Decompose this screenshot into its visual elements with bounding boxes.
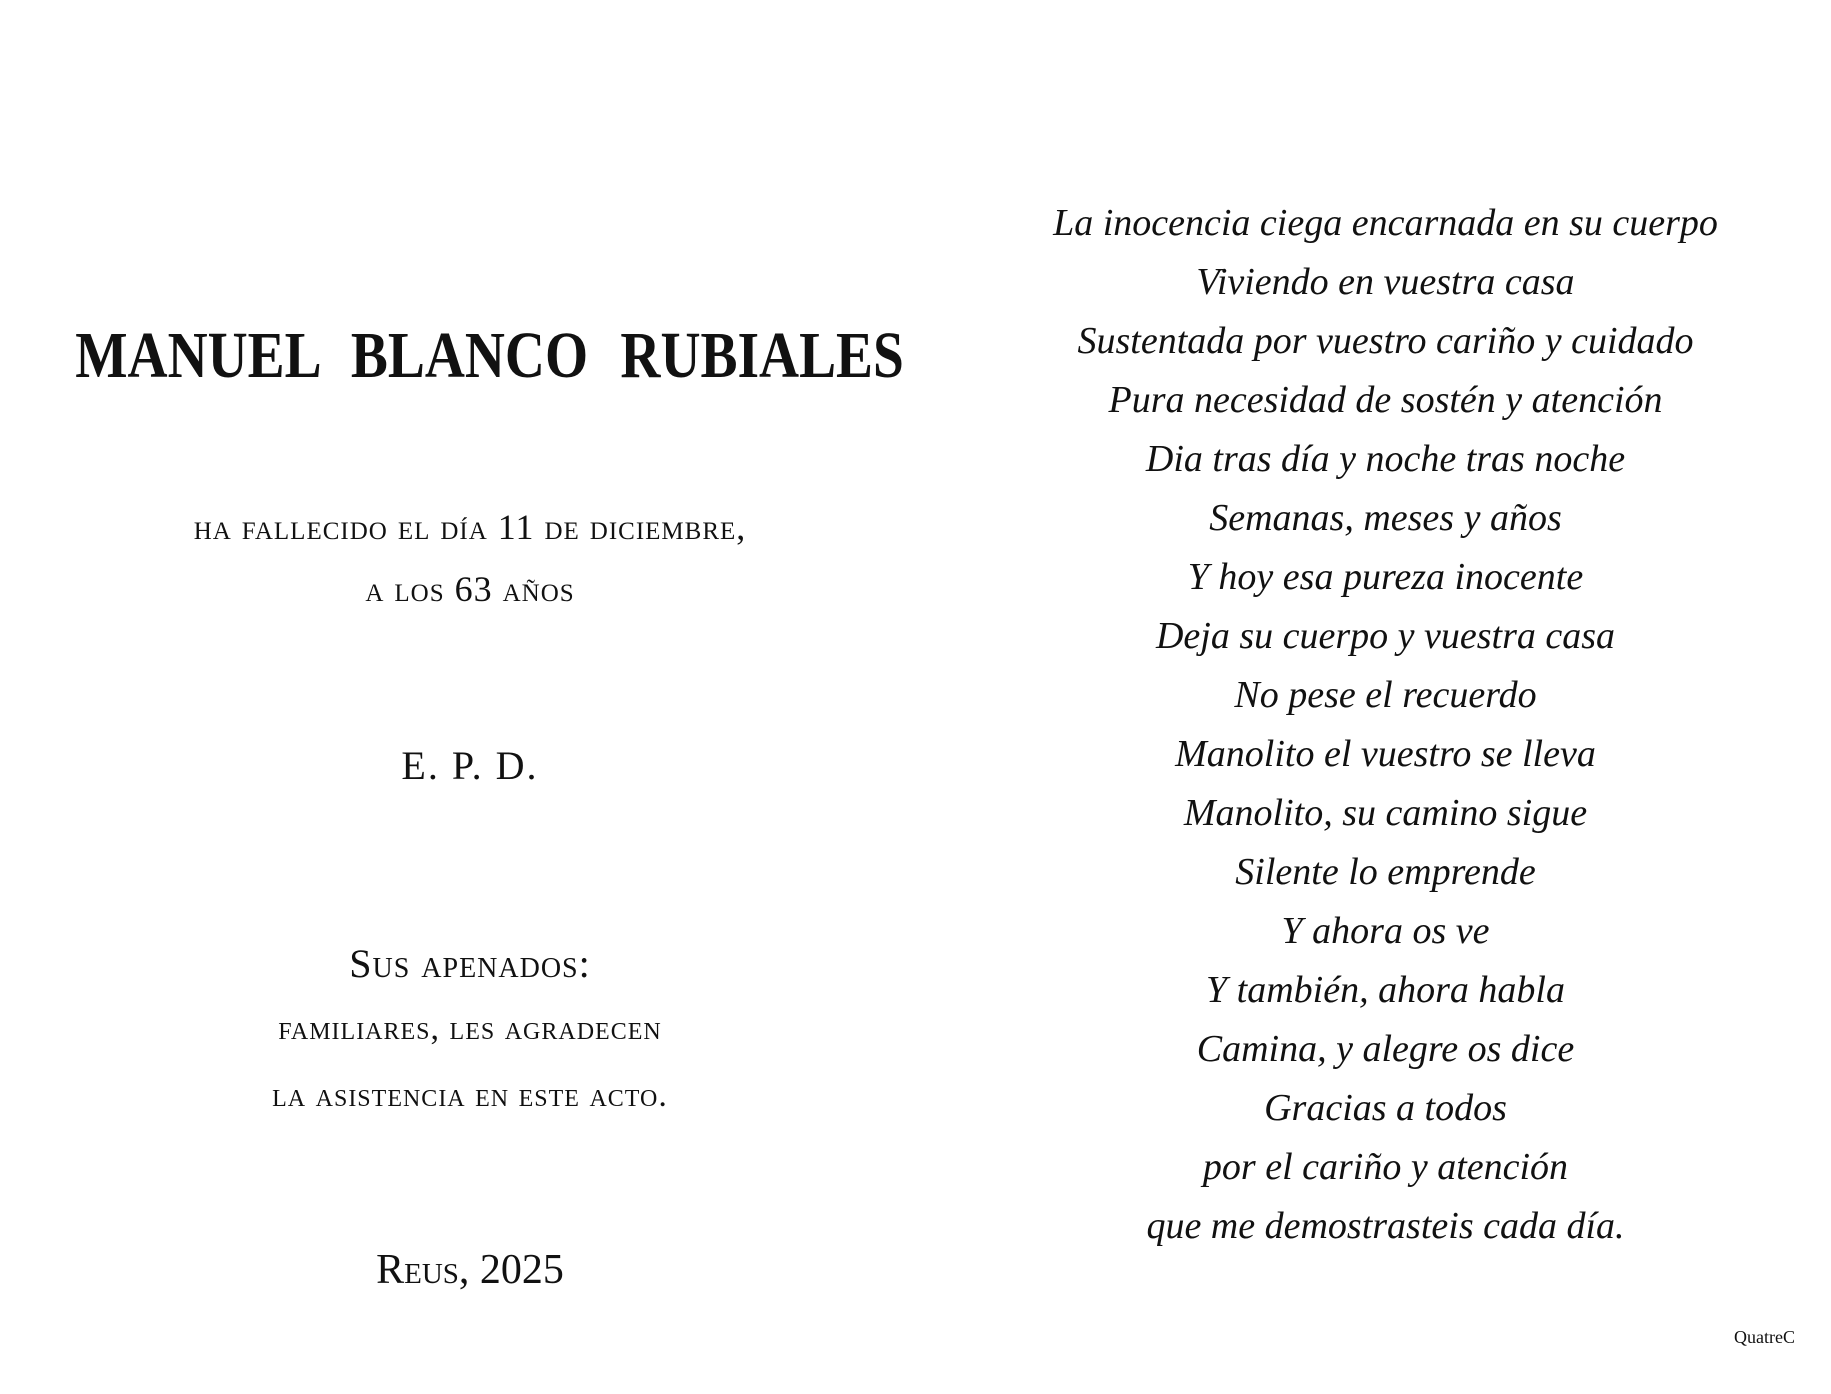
poem-line: Pura necesidad de sostén y atención [1108,379,1663,421]
poem-line: Y hoy esa pureza inocente [1187,556,1584,598]
poem-line: La inocencia ciega encarnada en su cuerpo [1053,202,1718,244]
poem-line: Silente lo emprende [1235,851,1536,893]
age-line: a los 63 años [365,569,575,609]
death-date-line: ha fallecido el día 11 de diciembre, [193,507,747,547]
memorial-right-panel [940,0,1831,1394]
poem-line: Sustentada por vuestro cariño y cuidado [1077,320,1694,362]
deceased-name: MANUEL BLANCO RUBIALES [75,319,904,392]
family-thanks-line-2: la asistencia en este acto. [272,1077,668,1114]
poem-line: Gracias a todos [1264,1087,1507,1129]
poem-line: Y también, ahora habla [1206,969,1565,1011]
poem-line: que me demostrasteis cada día. [1146,1205,1625,1247]
poem-line: Y ahora os ve [1281,910,1490,952]
poem-line: Semanas, meses y años [1209,497,1562,539]
printer-mark: QuatreC [1734,1327,1795,1347]
poem-line: Manolito el vuestro se lleva [1175,733,1596,775]
poem-line: Camina, y alegre os dice [1196,1028,1575,1070]
family-thanks-line-1: familiares, les agradecen [278,1010,662,1047]
poem-line: Deja su cuerpo y vuestra casa [1155,615,1616,657]
poem-line: Dia tras día y noche tras noche [1145,438,1626,480]
epd-text: E. P. D. [401,743,539,788]
poem-line: Viviendo en vuestra casa [1196,261,1575,303]
poem-line: Manolito, su camino sigue [1183,792,1588,834]
place-year: Reus, 2025 [376,1247,564,1293]
poem-line: No pese el recuerdo [1234,674,1537,716]
poem [940,198,1831,1260]
mourners-heading: Sus apenados: [349,941,591,986]
poem-line: por el cariño y atención [1202,1146,1569,1188]
